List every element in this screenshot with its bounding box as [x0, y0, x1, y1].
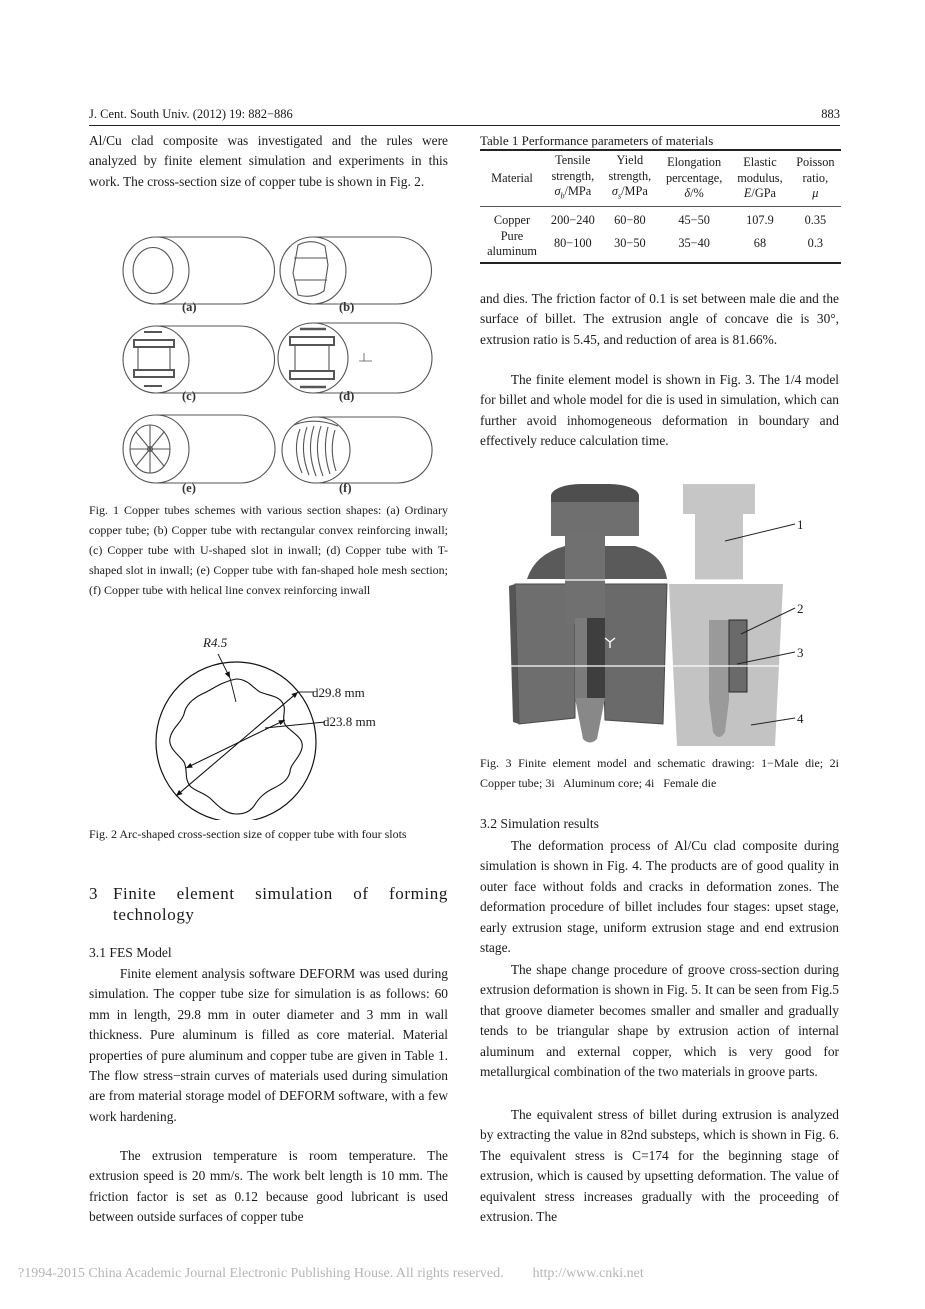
- section-3-number: 3: [89, 884, 99, 903]
- fig1-label-b: (b): [339, 300, 355, 314]
- table-row: [480, 206, 841, 229]
- tube-b: [280, 237, 432, 304]
- section-3-heading: [89, 883, 448, 925]
- inner-profile: [170, 679, 303, 814]
- fe-model: [509, 484, 667, 743]
- fig1-label-e: (e): [182, 481, 196, 495]
- col-elongation: Elongation percentage, δ/%: [658, 150, 730, 206]
- cell-elastic: 68: [730, 229, 790, 263]
- tube-f: [282, 417, 432, 483]
- tube-c: [123, 326, 275, 393]
- tube-a: [123, 237, 275, 304]
- figure-1-caption: Fig. 1 Copper tubes schemes with various section shapes: (a) Ordinary copper tube; (b) Copper tube with rectangular convex reinforcing inwall; (c) Copper tube with U-shaped slot in inwall; (d) Copper tube with T-shaped slot in inwall; (e) Copper tube with fan-shaped hole mesh section; (f) Copper tube with helical line convex reinforcing inwall: [89, 503, 448, 597]
- col-material: Material: [480, 150, 544, 206]
- callout-2: 2: [797, 601, 804, 616]
- cell-material: Copper: [480, 206, 544, 229]
- cell-elastic: 107.9: [730, 206, 790, 229]
- section-3-1-paragraph-1: Finite element analysis software DEFORM was used during simulation. The copper tube size for simulation is as follows: 60 mm in length, 29.8 mm in outer diameter and 3 mm in wall thickness. Pure aluminum is filled as core material. Material properties of pure aluminum and copper tube are given in Table 1. The flow stress−strain curves of materials used during simulation are from material storage model of DEFORM software, with a few work hardening.: [89, 966, 448, 1124]
- footer: [0, 1266, 925, 1282]
- page-number: 883: [821, 107, 840, 121]
- figure-1-drawing: [100, 225, 440, 500]
- running-head: [89, 107, 840, 126]
- table-1-title: Table 1 Performance parameters of materials: [480, 133, 714, 148]
- fig1-label-f: (f): [339, 481, 352, 495]
- section-3-1-heading: 3.1 FES Model: [89, 945, 172, 960]
- section-3-2-heading: 3.2 Simulation results: [480, 816, 599, 831]
- callout-3: 3: [797, 645, 804, 660]
- section-3-2-paragraph-1: The deformation process of Al/Cu clad composite during simulation is shown in Fig. 4. The products are of good quality in outer face without folds and cracks in deformation zones. The deformation procedure of billet includes four stages: upset stage, early extrusion stage, uniform extrusion stage and end extrusion stage.: [480, 838, 839, 956]
- figure-3-drawing: [505, 484, 825, 754]
- cell-poisson: 0.3: [790, 229, 841, 263]
- footer-url[interactable]: http://www.cnki.net: [532, 1266, 644, 1281]
- journal-citation: J. Cent. South Univ. (2012) 19: 882−886: [89, 107, 293, 121]
- figure-2: [120, 630, 420, 820]
- cell-yield: 30−50: [602, 229, 658, 263]
- cell-yield: 60−80: [602, 206, 658, 229]
- section-3-1-paragraph-2: The extrusion temperature is room temperature. The extrusion speed is 20 mm/s. The work belt length is 10 mm. The friction factor is set as 0.12 because good lubricant is used between outside surfaces of copper tube: [89, 1148, 448, 1225]
- continuation-paragraph: and dies. The friction factor of 0.1 is set between male die and the surface of billet. The extrusion angle of concave die is 30°, extrusion ratio is 5.45, and reduction of area is 81.66%.: [480, 291, 839, 347]
- col-poisson: Poisson ratio, μ: [790, 150, 841, 206]
- section-3-title: Finite element simulation of forming technology: [113, 884, 448, 924]
- fig1-label-a: (a): [182, 300, 197, 314]
- figure-3: [505, 484, 825, 754]
- table-row: [480, 229, 841, 263]
- table-header-row: [480, 150, 841, 206]
- fig1-label-c: (c): [182, 389, 196, 403]
- col-yield: Yield strength, $\sigma_s$/MPa: [602, 150, 658, 206]
- cell-elongation: 45−50: [658, 206, 730, 229]
- copyright-notice: ?1994-2015 China Academic Journal Electronic Publishing House. All rights reserved.: [18, 1266, 504, 1281]
- callout-1: 1: [797, 517, 804, 532]
- col-tensile: Tensile strength, $\sigma_b$/MPa: [544, 150, 602, 206]
- figure-2-caption: Fig. 2 Arc-shaped cross-section size of copper tube with four slots: [89, 827, 407, 841]
- cell-poisson: 0.35: [790, 206, 841, 229]
- figure-3-caption: Fig. 3 Finite element model and schematic drawing: 1−Male die; 2i Copper tube; 3i Aluminum core; 4i Female die: [480, 756, 848, 790]
- tube-e: [123, 415, 275, 483]
- section-3-2-paragraph-2: The shape change procedure of groove cross-section during extrusion deformation is shown in Fig. 5. It can be seen from Fig.5 that groove diameter becomes smaller and smaller and gradually tends to be triangular shape by extrusion action of internal aluminum and external copper, which is very good for metallurgical combination of the two materials in groove parts.: [480, 962, 839, 1080]
- tube-d: [278, 323, 432, 393]
- schematic: [669, 484, 795, 746]
- cell-material: Pure aluminum: [480, 229, 544, 263]
- cell-elongation: 35−40: [658, 229, 730, 263]
- fig2-outer-diameter-label: d29.8 mm: [312, 685, 365, 700]
- fig1-label-d: (d): [339, 389, 355, 403]
- callout-4: 4: [797, 711, 804, 726]
- section-3-2-paragraph-3: The equivalent stress of billet during extrusion is analyzed by extracting the value in 82nd substeps, which is shown in Fig. 6. The equivalent stress is C=174 for the beginning stage of extrusion, which is caused by upsetting deformation. The value of equivalent stress increases gradually with the proceeding of extrusion. The: [480, 1107, 839, 1225]
- model-paragraph: The finite element model is shown in Fig. 3. The 1/4 model for billet and whole model for die is used in simulation, which can further avoid inhomogeneous deformation in boundary and effectively reduce calculation time.: [480, 372, 839, 449]
- outer-circle: [156, 662, 316, 820]
- table-1: [480, 149, 841, 264]
- cell-tensile: 200−240: [544, 206, 602, 229]
- figure-1: [100, 225, 440, 500]
- fig2-radius-label: R4.5: [203, 635, 228, 650]
- fig2-inner-diameter-label: d23.8 mm: [323, 714, 376, 729]
- cell-tensile: 80−100: [544, 229, 602, 263]
- intro-paragraph: Al/Cu clad composite was investigated and the rules were analyzed by finite element simulation and experiments in this work. The cross-section size of copper tube is shown in Fig. 2.: [89, 133, 448, 189]
- col-elastic: Elastic modulus, E/GPa: [730, 150, 790, 206]
